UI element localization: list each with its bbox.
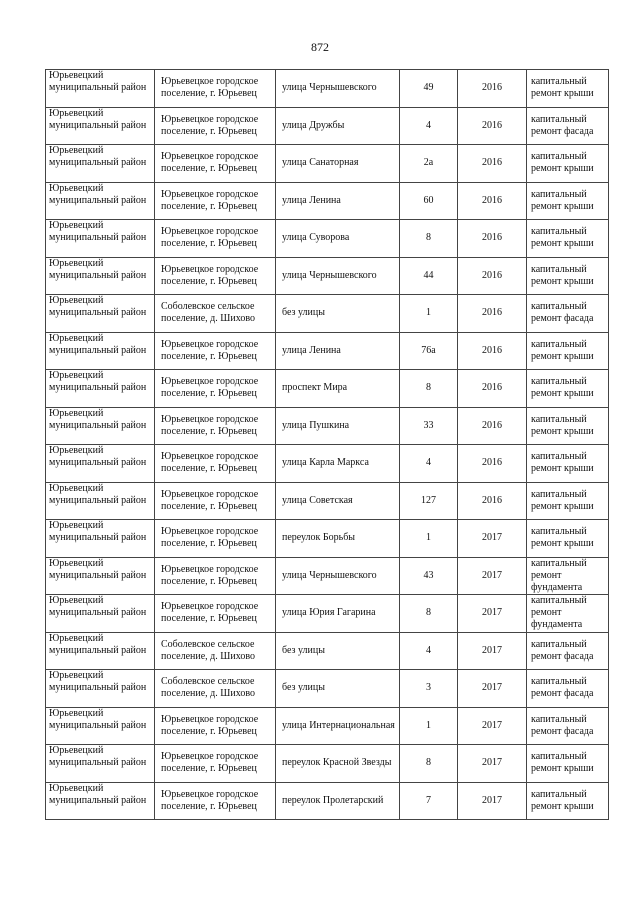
year-cell: 2016 (458, 482, 527, 520)
house-number-cell: 2а (400, 145, 458, 183)
settlement-cell: Юрьевецкое городское поселение, г. Юрьевец (155, 782, 276, 820)
year-cell: 2016 (458, 332, 527, 370)
work-type-cell: капитальный ремонт фасада (527, 295, 609, 333)
table-row (46, 782, 609, 820)
street-cell: улица Чернышевского (276, 70, 400, 108)
table-row (46, 407, 609, 445)
settlement-cell: Юрьевецкое городское поселение, г. Юрьевец (155, 145, 276, 183)
table-row (46, 107, 609, 145)
district-cell: Юрьевецкий муниципальный район (46, 445, 155, 483)
house-number-cell: 4 (400, 632, 458, 670)
table-row (46, 295, 609, 333)
table-row (46, 745, 609, 783)
settlement-cell: Соболевское сельское поселение, д. Шихово (155, 632, 276, 670)
street-cell: улица Советская (276, 482, 400, 520)
district-cell: Юрьевецкий муниципальный район (46, 557, 155, 595)
house-number-cell: 33 (400, 407, 458, 445)
table-row (46, 182, 609, 220)
page-number: 872 (311, 40, 329, 54)
settlement-cell: Юрьевецкое городское поселение, г. Юрьевец (155, 257, 276, 295)
table-row (46, 257, 609, 295)
district-cell: Юрьевецкий муниципальный район (46, 670, 155, 708)
district-cell: Юрьевецкий муниципальный район (46, 220, 155, 258)
street-cell: без улицы (276, 295, 400, 333)
work-type-cell: капитальный ремонт крыши (527, 482, 609, 520)
work-type-cell: капитальный ремонт фасада (527, 107, 609, 145)
settlement-cell: Юрьевецкое городское поселение, г. Юрьевец (155, 482, 276, 520)
work-type-cell: капитальный ремонт крыши (527, 220, 609, 258)
district-cell: Юрьевецкий муниципальный район (46, 295, 155, 333)
district-cell: Юрьевецкий муниципальный район (46, 745, 155, 783)
district-cell: Юрьевецкий муниципальный район (46, 707, 155, 745)
settlement-cell: Юрьевецкое городское поселение, г. Юрьевец (155, 407, 276, 445)
year-cell: 2017 (458, 782, 527, 820)
street-cell: улица Ленина (276, 182, 400, 220)
house-number-cell: 49 (400, 70, 458, 108)
table-row (46, 632, 609, 670)
work-type-cell: капитальный ремонт крыши (527, 182, 609, 220)
settlement-cell: Юрьевецкое городское поселение, г. Юрьевец (155, 220, 276, 258)
settlement-cell: Юрьевецкое городское поселение, г. Юрьевец (155, 557, 276, 595)
work-type-cell: капитальный ремонт крыши (527, 407, 609, 445)
year-cell: 2016 (458, 257, 527, 295)
house-number-cell: 127 (400, 482, 458, 520)
year-cell: 2017 (458, 520, 527, 558)
work-type-cell: капитальный ремонт крыши (527, 332, 609, 370)
year-cell: 2017 (458, 557, 527, 595)
street-cell: улица Интернациональная (276, 707, 400, 745)
year-cell: 2017 (458, 745, 527, 783)
table-row (46, 220, 609, 258)
house-number-cell: 44 (400, 257, 458, 295)
settlement-cell: Юрьевецкое городское поселение, г. Юрьевец (155, 370, 276, 408)
settlement-cell: Юрьевецкое городское поселение, г. Юрьевец (155, 107, 276, 145)
street-cell: улица Суворова (276, 220, 400, 258)
house-number-cell: 43 (400, 557, 458, 595)
table-row (46, 557, 609, 595)
district-cell: Юрьевецкий муниципальный район (46, 595, 155, 633)
street-cell: улица Карла Маркса (276, 445, 400, 483)
street-cell: переулок Борьбы (276, 520, 400, 558)
settlement-cell: Юрьевецкое городское поселение, г. Юрьевец (155, 332, 276, 370)
district-cell: Юрьевецкий муниципальный район (46, 107, 155, 145)
table-row (46, 370, 609, 408)
year-cell: 2016 (458, 145, 527, 183)
work-type-cell: капитальный ремонт фасада (527, 707, 609, 745)
house-number-cell: 76а (400, 332, 458, 370)
settlement-cell: Соболевское сельское поселение, д. Шихово (155, 670, 276, 708)
table-body (46, 70, 609, 820)
street-cell: улица Санаторная (276, 145, 400, 183)
work-type-cell: капитальный ремонт крыши (527, 370, 609, 408)
work-type-cell: капитальный ремонт фундамента (527, 557, 609, 595)
house-number-cell: 8 (400, 370, 458, 408)
work-type-cell: капитальный ремонт крыши (527, 70, 609, 108)
year-cell: 2016 (458, 182, 527, 220)
settlement-cell: Юрьевецкое городское поселение, г. Юрьевец (155, 707, 276, 745)
year-cell: 2016 (458, 220, 527, 258)
district-cell: Юрьевецкий муниципальный район (46, 407, 155, 445)
settlement-cell: Юрьевецкое городское поселение, г. Юрьевец (155, 520, 276, 558)
year-cell: 2017 (458, 707, 527, 745)
work-type-cell: капитальный ремонт крыши (527, 745, 609, 783)
table-row (46, 670, 609, 708)
house-number-cell: 4 (400, 107, 458, 145)
house-number-cell: 4 (400, 445, 458, 483)
house-number-cell: 8 (400, 220, 458, 258)
district-cell: Юрьевецкий муниципальный район (46, 482, 155, 520)
settlement-cell: Юрьевецкое городское поселение, г. Юрьевец (155, 595, 276, 633)
street-cell: улица Ленина (276, 332, 400, 370)
street-cell: улица Пушкина (276, 407, 400, 445)
work-type-cell: капитальный ремонт фундамента (527, 595, 609, 633)
table-row (46, 482, 609, 520)
street-cell: проспект Мира (276, 370, 400, 408)
house-number-cell: 1 (400, 520, 458, 558)
street-cell: переулок Пролетарский (276, 782, 400, 820)
district-cell: Юрьевецкий муниципальный район (46, 257, 155, 295)
table-row (46, 445, 609, 483)
work-type-cell: капитальный ремонт крыши (527, 257, 609, 295)
work-type-cell: капитальный ремонт крыши (527, 782, 609, 820)
repair-schedule-table (45, 69, 609, 820)
table-row (46, 332, 609, 370)
street-cell: улица Дружбы (276, 107, 400, 145)
district-cell: Юрьевецкий муниципальный район (46, 182, 155, 220)
street-cell: без улицы (276, 632, 400, 670)
settlement-cell: Соболевское сельское поселение, д. Шихово (155, 295, 276, 333)
settlement-cell: Юрьевецкое городское поселение, г. Юрьевец (155, 182, 276, 220)
year-cell: 2017 (458, 595, 527, 633)
street-cell: улица Чернышевского (276, 257, 400, 295)
house-number-cell: 8 (400, 595, 458, 633)
settlement-cell: Юрьевецкое городское поселение, г. Юрьевец (155, 445, 276, 483)
year-cell: 2016 (458, 70, 527, 108)
year-cell: 2016 (458, 370, 527, 408)
house-number-cell: 3 (400, 670, 458, 708)
settlement-cell: Юрьевецкое городское поселение, г. Юрьевец (155, 70, 276, 108)
year-cell: 2016 (458, 107, 527, 145)
house-number-cell: 1 (400, 707, 458, 745)
house-number-cell: 1 (400, 295, 458, 333)
district-cell: Юрьевецкий муниципальный район (46, 332, 155, 370)
table-row (46, 595, 609, 633)
street-cell: улица Чернышевского (276, 557, 400, 595)
district-cell: Юрьевецкий муниципальный район (46, 145, 155, 183)
table-row (46, 70, 609, 108)
street-cell: улица Юрия Гагарина (276, 595, 400, 633)
district-cell: Юрьевецкий муниципальный район (46, 782, 155, 820)
district-cell: Юрьевецкий муниципальный район (46, 70, 155, 108)
work-type-cell: капитальный ремонт фасада (527, 632, 609, 670)
year-cell: 2016 (458, 295, 527, 333)
table-row (46, 707, 609, 745)
year-cell: 2016 (458, 407, 527, 445)
year-cell: 2017 (458, 670, 527, 708)
district-cell: Юрьевецкий муниципальный район (46, 520, 155, 558)
settlement-cell: Юрьевецкое городское поселение, г. Юрьевец (155, 745, 276, 783)
street-cell: переулок Красной Звезды (276, 745, 400, 783)
house-number-cell: 60 (400, 182, 458, 220)
table-row (46, 520, 609, 558)
work-type-cell: капитальный ремонт фасада (527, 670, 609, 708)
work-type-cell: капитальный ремонт крыши (527, 445, 609, 483)
year-cell: 2016 (458, 445, 527, 483)
house-number-cell: 8 (400, 745, 458, 783)
table-row (46, 145, 609, 183)
district-cell: Юрьевецкий муниципальный район (46, 370, 155, 408)
work-type-cell: капитальный ремонт крыши (527, 520, 609, 558)
year-cell: 2017 (458, 632, 527, 670)
district-cell: Юрьевецкий муниципальный район (46, 632, 155, 670)
street-cell: без улицы (276, 670, 400, 708)
house-number-cell: 7 (400, 782, 458, 820)
work-type-cell: капитальный ремонт крыши (527, 145, 609, 183)
